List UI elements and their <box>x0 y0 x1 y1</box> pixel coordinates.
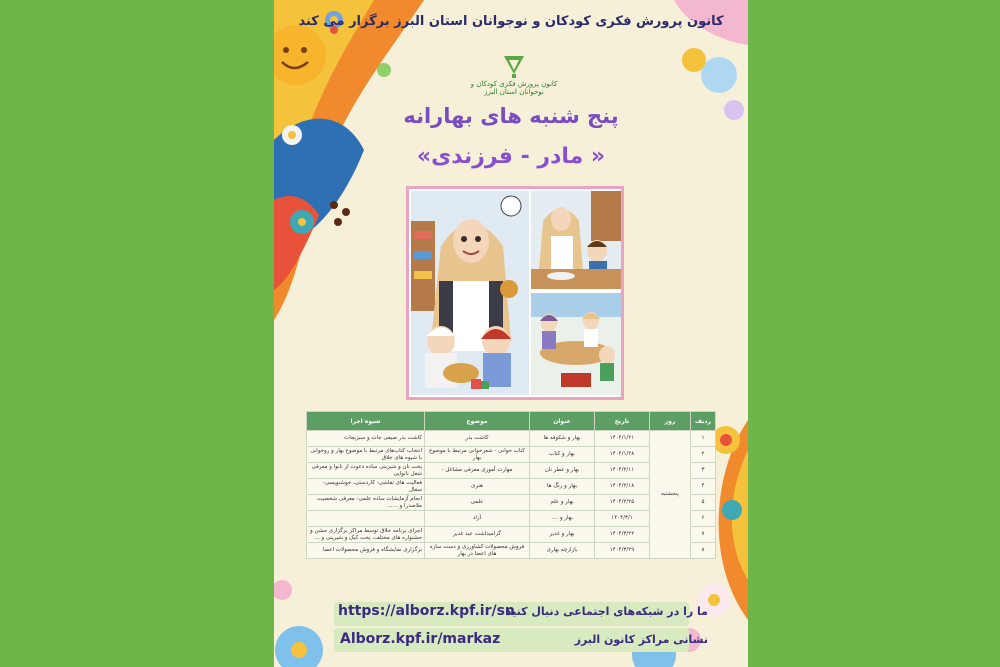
date-cell: ۱۴۰۴/۲/۱۸ <box>595 479 650 495</box>
method-cell: برگزاری نمایشگاه و فروش محصولات اعضا <box>307 543 425 559</box>
date-cell: ۱۴۰۴/۱/۲۸ <box>595 447 650 463</box>
title-cell: بهار و غدیر <box>530 527 595 543</box>
centers-link[interactable]: Alborz.kpf.ir/markaz <box>340 631 501 647</box>
centers-label: نشانی مراکز کانون البرز <box>574 633 708 646</box>
date-cell: ۱۴۰۴/۳/۱ <box>595 511 650 527</box>
subject-cell: علمی <box>425 495 530 511</box>
illustration-collage <box>406 186 624 400</box>
subject-cell: هنری <box>425 479 530 495</box>
subject-cell: مهارت آموزی معرفی مشاغل - <box>425 463 530 479</box>
col-header-method: شیوه اجرا <box>307 412 425 431</box>
date-cell: ۱۴۰۴/۲/۲۵ <box>595 495 650 511</box>
date-cell: ۱۴۰۴/۳/۲۲ <box>595 527 650 543</box>
date-cell: ۱۴۰۴/۳/۲۹ <box>595 543 650 559</box>
row-number: ۷ <box>691 527 716 543</box>
col-header-row-number: ردیف <box>691 412 716 431</box>
row-number: ۵ <box>691 495 716 511</box>
col-header-title: عنوان <box>530 412 595 431</box>
title-cell: بهار و علم <box>530 495 595 511</box>
baking-illustration <box>531 191 621 289</box>
subject-cell: گرامیداشت عید غدیر <box>425 527 530 543</box>
title-cell: بازارچه بهاری <box>530 543 595 559</box>
schedule-table <box>306 411 716 559</box>
row-number: ۳ <box>691 463 716 479</box>
method-cell: کاشت بذر صیفی جات و سبزیجات <box>307 431 425 447</box>
method-cell: اجرای برنامه خلاق توسط مراکز برگزاری جشن و جشنواره های مختلف، پخت کیک و شیرینی و ... <box>307 527 425 543</box>
row-number: ۱ <box>691 431 716 447</box>
row-number: ۲ <box>691 447 716 463</box>
subject-cell: فروش محصولات کشاورزی و دست سازه های اعضا در بهار <box>425 543 530 559</box>
table-row <box>307 431 716 447</box>
subject-cell: کتاب خوانی - شعرخوانی مرتبط با موضوع بهار <box>425 447 530 463</box>
social-link[interactable]: https://alborz.kpf.ir/sn <box>338 603 515 619</box>
method-cell: فعالیت های نقاشی- کاردستی، خوشنویسی- سفال <box>307 479 425 495</box>
title-cell: بهار و کتاب <box>530 447 595 463</box>
row-number: ۶ <box>691 511 716 527</box>
title-cell: بهار و شکوفه ها <box>530 431 595 447</box>
poster <box>274 0 748 667</box>
logo-text: کانون پرورش فکری کودکان و نوجوانان استان البرز <box>470 80 558 96</box>
title-cell: بهار و .... <box>530 511 595 527</box>
classroom-illustration <box>531 293 621 395</box>
title-cell: بهار و عطر نان <box>530 463 595 479</box>
method-cell: انجام آزمایشات ساده علمی- معرفی شخصیت ملاصدرا و ...... <box>307 495 425 511</box>
date-cell: ۱۴۰۴/۱/۲۱ <box>595 431 650 447</box>
col-header-date: تاریخ <box>595 412 650 431</box>
col-header-subject: موضوع <box>425 412 530 431</box>
row-number: ۸ <box>691 543 716 559</box>
row-number: ۴ <box>691 479 716 495</box>
date-cell: ۱۴۰۴/۲/۱۱ <box>595 463 650 479</box>
event-subtitle: « مادر - فرزندی» <box>416 144 606 169</box>
subject-cell: کاشت بذر <box>425 431 530 447</box>
method-cell: انتخاب کتاب‌های مرتبط با موضوع بهار و روخوانی با شیوه های خلاق <box>307 447 425 463</box>
day-cell: پنجشنبه <box>650 431 691 559</box>
organizer-line: کانون پرورش فکری کودکان و نوجوانان استان البرز برگزار می کند <box>298 14 724 29</box>
event-title: پنج شنبه های بهارانه <box>403 104 619 128</box>
title-cell: بهار و رنگ ها <box>530 479 595 495</box>
table-header-row <box>307 412 716 431</box>
method-cell: پخت نان و شیرینی ساده دعوت از نانوا و معرفی شغل نانوایی <box>307 463 425 479</box>
mother-children-illustration <box>411 191 529 395</box>
subject-cell: آزاد <box>425 511 530 527</box>
social-label: ما را در شبکه‌های اجتماعی دنبال کنید <box>505 605 708 618</box>
col-header-day: روز <box>650 412 691 431</box>
method-cell <box>307 511 425 527</box>
